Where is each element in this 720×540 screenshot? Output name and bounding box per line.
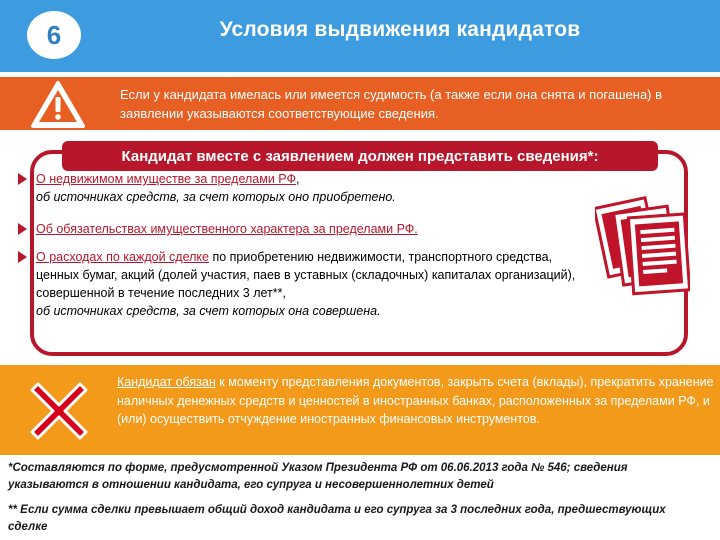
exclamation-triangle-icon: [30, 80, 86, 130]
item-text: ,: [296, 172, 300, 186]
warning-text: Если у кандидата имелась или имеется судимость (а также если она снята и погашена) в заявлении указываются соответствующие сведения.: [120, 87, 663, 121]
item-lead: Об обязательствах имущественного характера за пределами РФ.: [36, 222, 418, 236]
triangle-bullet-icon: [18, 173, 27, 185]
obligation-body: к моменту представления документов, закрыть счета (вклады), прекратить хранение наличных денежных средств и ценностей в иностранных банках, расположенных за пределами РФ, и (или) осуществить отчуждение иностранных финансовых инструментов.: [117, 375, 714, 426]
list-item: [36, 248, 576, 320]
item-note: об источниках средств, за счет которых оно приобретено.: [36, 190, 396, 204]
cross-icon: [30, 370, 88, 450]
item-note: об источниках средств, за счет которых она совершена.: [36, 304, 381, 318]
obligation-lead: Кандидат обязан: [117, 375, 216, 389]
item-lead: О недвижимом имуществе за пределами РФ: [36, 172, 296, 186]
footnote-2: ** Если сумма сделки превышает общий доход кандидата и его супруга за 3 последних года, предшествующих сделке: [8, 504, 666, 533]
footnote-1: *Составляются по форме, предусмотренной Указом Президента РФ от 06.06.2013 года № 546; сведения указываются в отношении кандидата, его супруга и несовершеннолетних детей: [8, 462, 628, 491]
obligation-text: [117, 373, 715, 429]
slide-number-badge: 6: [27, 11, 81, 59]
list-item: [36, 220, 596, 238]
list-item: [36, 170, 596, 206]
triangle-bullet-icon: [18, 223, 27, 235]
triangle-bullet-icon: [18, 251, 27, 263]
page-title: Условия выдвижения кандидатов: [219, 18, 581, 41]
documents-icon: [595, 188, 690, 298]
card-heading: Кандидат вместе с заявлением должен представить сведения*:: [62, 141, 658, 171]
item-lead: О расходах по каждой сделке: [36, 250, 209, 264]
item-text: по приобретению недвижимости, транспортного средства, ценных бумаг, акций (долей участия, паев в уставных (складочных) капиталах организаций), совершенной в течение последних 3 лет**,: [36, 250, 576, 300]
